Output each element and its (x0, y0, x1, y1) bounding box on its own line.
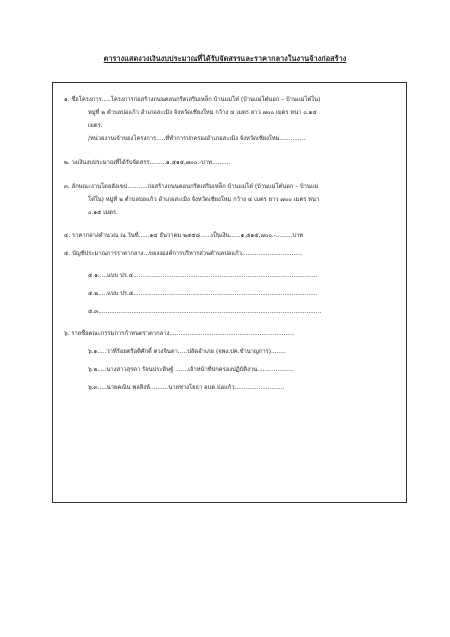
item-5-3: ๕.๓......................................................................................................................... (88, 309, 322, 315)
item-1-line-2: หมู่ที่ ๒ ตำบลบ่อแก้ว อำเภอสะเมิง จังหวัดเชียงใหม่ กว้าง ๔ เมตร ยาว ๗๐๐ เมตร หนา ๐.๑๕ (88, 110, 317, 116)
item-2: ๒. วงเงินงบประมาณที่ได้รับจัดสรร.........๑,๕๑๕,๗๐๐.-บาท.......... (64, 160, 231, 166)
item-3-line-2: โต๋ใน) หมู่ที่ ๒ ตำบลบ่อแก้ว อำเภอสะเมิง จังหวัดเชียงใหม่ กว้าง ๔ เมตร ยาว ๗๐๐ เมตร หนา (88, 197, 320, 203)
item-5-1: ๕.๑.....แบบ ปร.๔.................................................................................................... (88, 273, 318, 279)
item-6-3: ๖.๓.....นายคณิน พลสิงห์..........นายช่างโยธา อบต.บ่อแก้ว........................... (88, 385, 285, 391)
item-1-line-1: ๑. ชื่อโครงการ.....โครงการก่อสร้างถนนคอนกรีตเสริมเหล็ก บ้านแม่โต๋ (บ้านแม่โต๋นอก – บ้านแม่โต๋ใน) (64, 97, 321, 103)
item-5: ๕. บัญชีประมาณการราคากลาง...ของงองค์การบริหารส่วนตำบลบ่อแก้ว................................. (64, 251, 303, 257)
item-6-1: ๖.๑.....ว่าที่ร้อยตรีอติศักดิ์ ตวงจินดา.....ปลัดอำเภอ (จพง.ปค.ชำนาญการ)........ (88, 349, 286, 355)
item-6: ๖. รายชื่อคณะกรรมการกำหนดราคากลาง.................................................................... (64, 331, 295, 337)
item-6-2: ๖.๒.....นางสาวสุรดา รัจนประดิษฐ์ .......เจ้าหน้าที่ปกครองปฏิบัติงาน.................... (88, 367, 294, 373)
item-3-line-1: ๓. ลักษณะงานโดยสังเขป...........ก่อสร้างถนนคอนกรีตเสริมเหล็ก บ้านแม่โต๋ (บ้านแม่โต๋นอก – บ้านแม่ (64, 184, 319, 190)
item-4: ๔. ราคากลางคำนวณ ณ วันที่......๑๔ ธันวาคม ๒๕๕๘......เป็นเงิน......๑,๕๑๕,๗๐๐.-.........บาท (64, 233, 304, 239)
item-5-2: ๕.๒.....แบบ ปร.๕.................................................................................................... (88, 291, 318, 297)
document-title: ตารางแสดงวงเงินงบประมาณที่ได้รับจัดสรรและราคากลางในงานจ้างก่อสร้าง (103, 54, 347, 63)
item-1-line-4: /หน่วยงานเจ้าของโครงการ.....ที่ทำการปกครองอำเภอสะเมิง จังหวัดเชียงใหม่.............. (88, 136, 306, 142)
item-1-line-3: เมตร. (88, 123, 103, 129)
item-3-line-3: ๐.๑๕ เมตร. (88, 210, 118, 216)
